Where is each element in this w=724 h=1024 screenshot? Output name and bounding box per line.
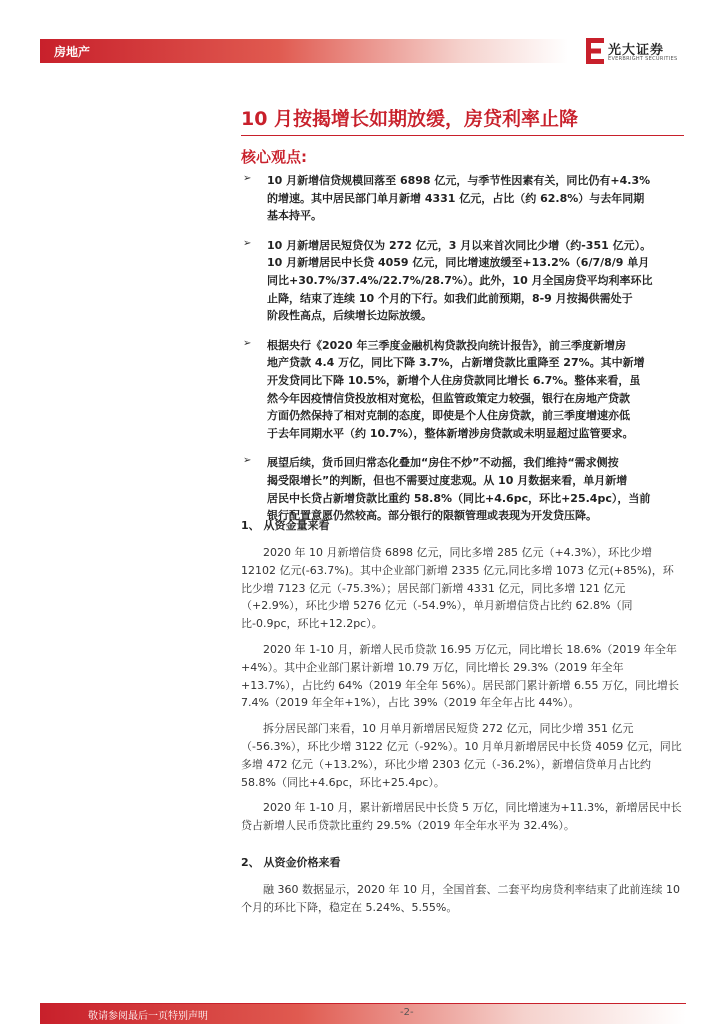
bullet-item [241, 337, 684, 443]
bullet-item [241, 172, 684, 225]
arrow-bullet-icon: ➢ [243, 237, 252, 249]
bullet-line: 10 月新增居民中长贷 4059 亿元，同比增速放缓至+13.2%（6/7/8/9 单月 [267, 256, 650, 270]
bullet-line: 基本持平。 [267, 209, 322, 223]
bullet-line: 开发贷同比下降 10.5%，新增个人住房贷款同比增长 6.7%。整体来看，虽 [267, 373, 641, 387]
bullet-line: 展望后续，货币回归常态化叠加“房住不炒”不动摇，我们维持“需求侧按 [267, 456, 619, 470]
bullet-line: 然今年因疫情信贷投放相对宽松，但监管政策定力较强，银行在房地产贷款 [267, 391, 630, 405]
body-paragraph: 2020 年 10 月新增信贷 6898 亿元，同比多增 285 亿元（+4.3%），环比少增 12102 亿元(-63.7%)。其中企业部门新增 2335 亿元,同比多增 1073 亿元(+85%)，环比少增 7123 亿元（-75.3%）；居民部门新增 4331 亿元，同比多增 121 亿元（+2.9%），环比少增 5276 亿元（-54.9%），单月新增信贷占比约 62.8%（同比-0.9pc，环比+12.2pc）。 [241, 546, 674, 631]
section-heading: 2、 从资金价格来看 [241, 855, 341, 869]
bullet-line: 10 月新增信贷规模回落至 6898 亿元，与季节性因素有关，同比仍有+4.3% [267, 174, 651, 187]
arrow-bullet-icon: ➢ [243, 337, 252, 349]
logo-text-cn: 光大证券 [608, 43, 665, 58]
bullet-line: 地产贷款 4.4 万亿，同比下降 3.7%，占新增贷款比重降至 27%。其中新增 [267, 356, 645, 370]
bullet-line: 同比+30.7%/37.4%/22.7%/28.7%）。此外，10 月全国房贷平均利率环比 [267, 273, 653, 287]
arrow-bullet-icon: ➢ [243, 455, 252, 467]
bullet-line: 于去年同期水平（约 10.7%），整体新增涉房贷款或未明显超过监管要求。 [267, 426, 634, 440]
bullet-line: 居民中长贷占新增贷款比重约 58.8%（同比+4.6pc，环比+25.4pc），当前 [267, 491, 651, 505]
bullet-line: 的增速。其中居民部门单月新增 4331 亿元，占比（约 62.8%）与去年同期 [267, 191, 645, 205]
report-title: 10 月按揭增长如期放缓，房贷利率止降 [241, 108, 579, 130]
bullet-line: 10 月新增居民短贷仅为 272 亿元，3 月以来首次同比少增（约-351 亿元）。 [267, 238, 652, 252]
footer-bar [40, 1004, 686, 1024]
section-label: 房地产 [54, 45, 91, 59]
footer-disclaimer: 敬请参阅最后一页特别声明 [88, 1011, 208, 1022]
bullet-line: 止降，结束了连续 10 个月的下行。如我们此前预期，8-9 月按揭供需处于 [267, 291, 633, 305]
core-views-list [241, 172, 684, 537]
body-paragraph: 2020 年 1-10 月，累计新增居民中长贷 5 万亿，同比增速为+11.3%，新增居民中长贷占新增人民币贷款比重约 29.5%（2019 年全年水平为 32.4%）。 [241, 801, 682, 833]
page-number: -2- [400, 1007, 414, 1018]
section-heading: 1、 从资金量来看 [241, 519, 330, 532]
body-paragraph: 2020 年 1-10 月，新增人民币贷款 16.95 万亿元，同比增长 18.6%（2019 年全年+4%）。其中企业部门累计新增 10.79 万亿，同比增长 29.3%（2019 年全年+13.7%），占比约 64%（2019 年全年 56%）。居民部门累计新增 6.55 万亿，同比增长 7.4%（2019 年全年+1%），占比 39%（2019 年全年占比 44%）。 [241, 642, 680, 710]
report-body [241, 518, 684, 925]
bullet-item [241, 237, 684, 325]
bullet-item [241, 454, 684, 524]
bullet-line: 根据央行《2020 年三季度金融机构贷款投向统计报告》，前三季度新增房 [267, 338, 626, 352]
title-divider [241, 135, 684, 136]
bullet-line: 方面仍然保持了相对克制的态度，即使是个人住房贷款，前三季度增速亦低 [267, 409, 630, 423]
bullet-line: 揭受限增长”的判断，但也不需要过度悲观。从 10 月数据来看，单月新增 [267, 473, 628, 487]
company-logo [586, 36, 686, 68]
logo-mark-icon [586, 38, 604, 64]
bullet-line: 阶段性高点，后续增长边际放缓。 [267, 309, 432, 323]
body-paragraph: 拆分居民部门来看，10 月单月新增居民短贷 272 亿元，同比少增 351 亿元（-56.3%），环比少增 3122 亿元（-92%）。10 月单月新增居民中长贷 4059 亿元，同比多增 472 亿元（+13.2%），环比少增 2303 亿元（-36.2%），新增信贷单月占比约 58.8%（同比+4.6pc，环比+25.4pc）。 [241, 722, 682, 789]
core-views-heading: 核心观点: [241, 148, 307, 166]
arrow-bullet-icon: ➢ [243, 173, 252, 184]
bullet-line: 银行配置意愿仍然较高。部分银行的限额管理或表现为开发贷压降。 [267, 509, 597, 523]
logo-text-en: EVERBRIGHT SECURITIES [608, 56, 678, 62]
body-paragraph: 融 360 数据显示，2020 年 10 月，全国首套、二套平均房贷利率结束了此前连续 10 个月的环比下降，稳定在 5.24%、5.55%。 [241, 882, 680, 914]
header-bar [40, 39, 568, 63]
